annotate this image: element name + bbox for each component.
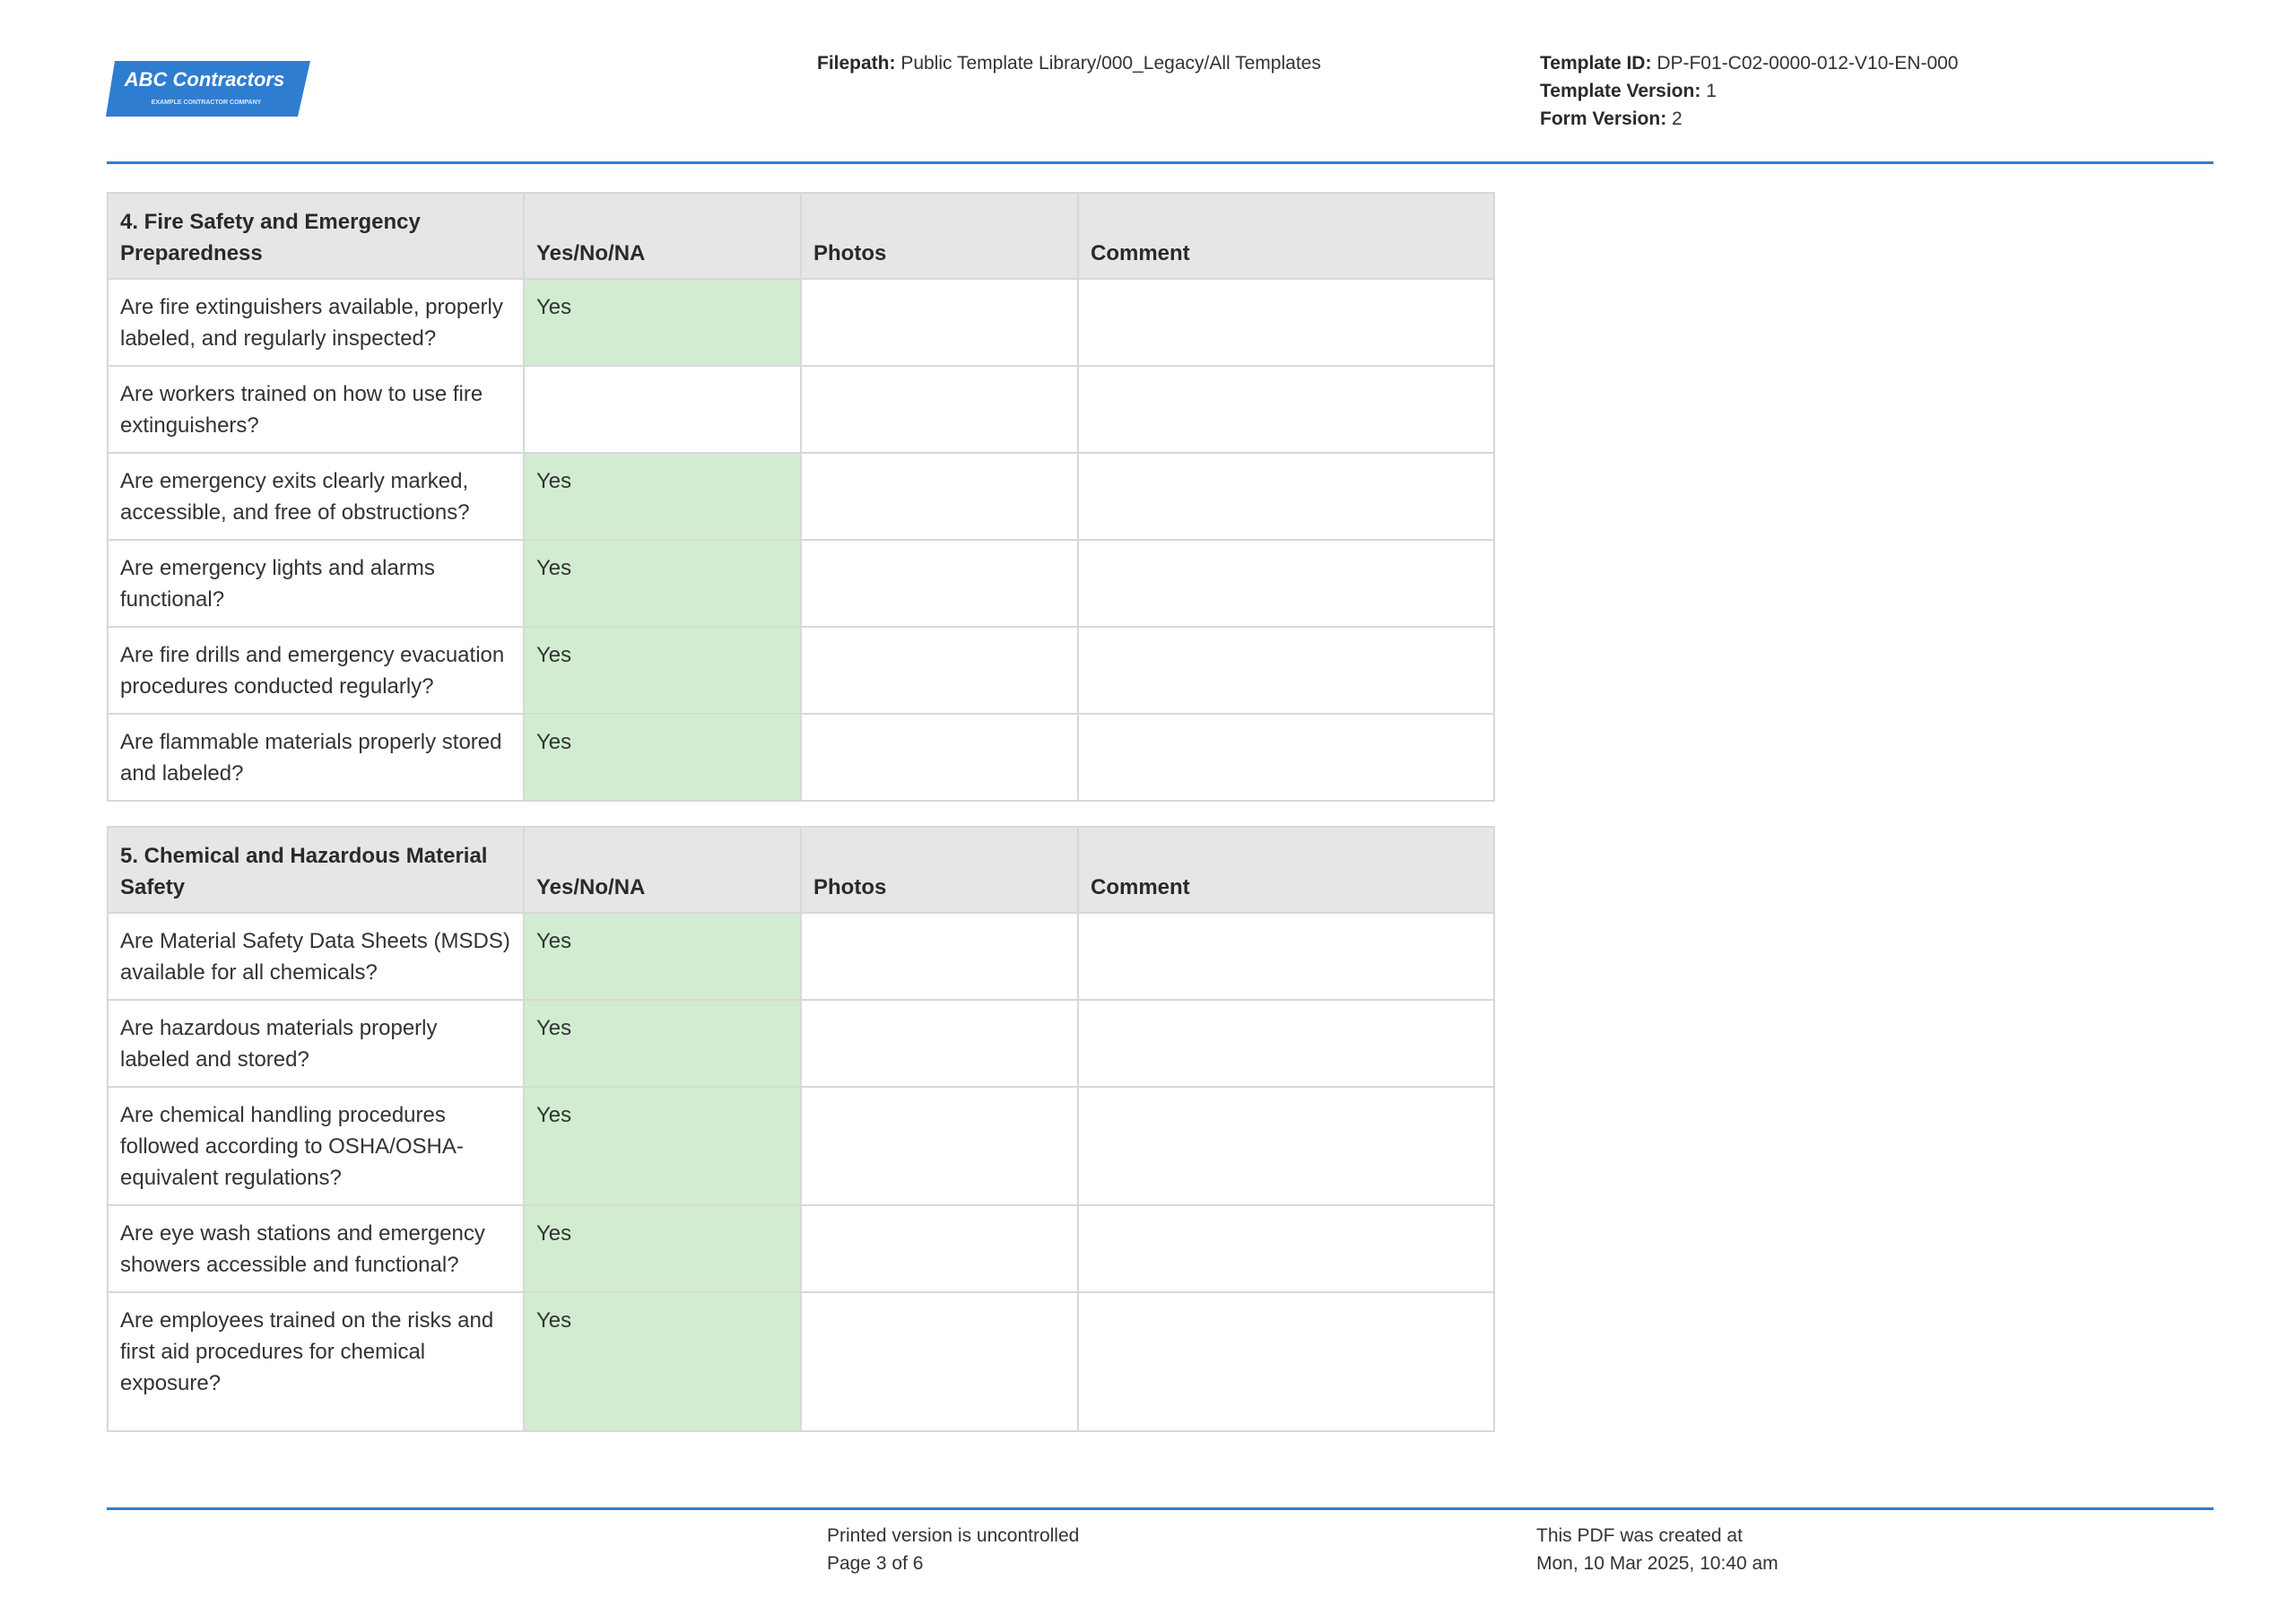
comment-cell xyxy=(1078,1205,1494,1292)
column-header-answer: Yes/No/NA xyxy=(524,827,801,913)
photos-cell xyxy=(801,279,1078,366)
table-row xyxy=(108,540,1494,627)
column-header-answer: Yes/No/NA xyxy=(524,193,801,279)
photos-cell xyxy=(801,540,1078,627)
comment-cell xyxy=(1078,1000,1494,1087)
section-title: 5. Chemical and Hazardous Material Safety xyxy=(108,827,524,913)
question-cell: Are chemical handling procedures followed according to OSHA/OSHA-equivalent regulations? xyxy=(108,1087,524,1205)
footer-page-info xyxy=(827,1522,1079,1577)
answer-cell: Yes xyxy=(524,1292,801,1431)
question-cell: Are flammable materials properly stored and labeled? xyxy=(108,714,524,801)
logo-title: ABC Contractors xyxy=(124,68,285,91)
comment-cell xyxy=(1078,913,1494,1000)
template-version-label: Template Version: xyxy=(1540,81,1701,101)
template-version-value: 1 xyxy=(1706,81,1717,101)
column-header-comment: Comment xyxy=(1078,193,1494,279)
photos-cell xyxy=(801,913,1078,1000)
footer-created-info xyxy=(1536,1522,1779,1577)
footer-divider xyxy=(107,1507,2213,1510)
answer-cell: Yes xyxy=(524,1205,801,1292)
comment-cell xyxy=(1078,366,1494,453)
answer-cell: Yes xyxy=(524,453,801,540)
table-row xyxy=(108,279,1494,366)
question-cell: Are Material Safety Data Sheets (MSDS) available for all chemicals? xyxy=(108,913,524,1000)
filepath-value: Public Template Library/000_Legacy/All Templates xyxy=(900,53,1321,74)
photos-cell xyxy=(801,1000,1078,1087)
uncontrolled-notice: Printed version is uncontrolled xyxy=(827,1525,1080,1546)
comment-cell xyxy=(1078,279,1494,366)
answer-cell: Yes xyxy=(524,1087,801,1205)
question-cell: Are emergency exits clearly marked, accessible, and free of obstructions? xyxy=(108,453,524,540)
question-cell: Are fire drills and emergency evacuation procedures conducted regularly? xyxy=(108,627,524,714)
question-cell: Are workers trained on how to use fire extinguishers? xyxy=(108,366,524,453)
form-version-value: 2 xyxy=(1672,109,1683,129)
question-cell: Are emergency lights and alarms functional? xyxy=(108,540,524,627)
filepath-label: Filepath: xyxy=(817,53,896,74)
answer-cell: Yes xyxy=(524,627,801,714)
table-row xyxy=(108,627,1494,714)
section-chemical-safety-table xyxy=(107,826,1495,1432)
comment-cell xyxy=(1078,453,1494,540)
table-row xyxy=(108,714,1494,801)
page-number: Page 3 of 6 xyxy=(827,1553,924,1574)
table-row xyxy=(108,1087,1494,1205)
created-label: This PDF was created at xyxy=(1536,1525,1743,1546)
column-header-photos: Photos xyxy=(801,193,1078,279)
photos-cell xyxy=(801,714,1078,801)
table-row xyxy=(108,1000,1494,1087)
header-template-info xyxy=(1540,49,1958,133)
table-row xyxy=(108,366,1494,453)
photos-cell xyxy=(801,627,1078,714)
header-filepath xyxy=(817,49,1321,77)
section-fire-safety-table xyxy=(107,192,1495,802)
photos-cell xyxy=(801,1292,1078,1431)
comment-cell xyxy=(1078,540,1494,627)
column-header-comment: Comment xyxy=(1078,827,1494,913)
question-cell: Are fire extinguishers available, properly labeled, and regularly inspected? xyxy=(108,279,524,366)
logo-subtitle: EXAMPLE CONTRACTOR COMPANY xyxy=(151,100,262,106)
photos-cell xyxy=(801,453,1078,540)
table-header-row xyxy=(108,193,1494,279)
template-id-value: DP-F01-C02-0000-012-V10-EN-000 xyxy=(1657,53,1959,74)
section-title: 4. Fire Safety and Emergency Preparedness xyxy=(108,193,524,279)
table-row xyxy=(108,453,1494,540)
header-divider xyxy=(107,161,2213,164)
comment-cell xyxy=(1078,1087,1494,1205)
form-version-label: Form Version: xyxy=(1540,109,1667,129)
question-cell: Are employees trained on the risks and first aid procedures for chemical exposure? xyxy=(108,1292,524,1431)
answer-cell: Yes xyxy=(524,714,801,801)
table-header-row xyxy=(108,827,1494,913)
answer-cell: Yes xyxy=(524,279,801,366)
column-header-photos: Photos xyxy=(801,827,1078,913)
template-id-label: Template ID: xyxy=(1540,53,1652,74)
photos-cell xyxy=(801,1205,1078,1292)
company-logo xyxy=(106,59,312,118)
created-timestamp: Mon, 10 Mar 2025, 10:40 am xyxy=(1536,1553,1779,1574)
question-cell: Are eye wash stations and emergency showers accessible and functional? xyxy=(108,1205,524,1292)
photos-cell xyxy=(801,1087,1078,1205)
logo-badge xyxy=(106,59,312,118)
question-cell: Are hazardous materials properly labeled and stored? xyxy=(108,1000,524,1087)
table-row xyxy=(108,1205,1494,1292)
photos-cell xyxy=(801,366,1078,453)
answer-cell xyxy=(524,366,801,453)
answer-cell: Yes xyxy=(524,1000,801,1087)
table-row xyxy=(108,1292,1494,1431)
table-row xyxy=(108,913,1494,1000)
comment-cell xyxy=(1078,1292,1494,1431)
answer-cell: Yes xyxy=(524,540,801,627)
comment-cell xyxy=(1078,627,1494,714)
comment-cell xyxy=(1078,714,1494,801)
answer-cell: Yes xyxy=(524,913,801,1000)
